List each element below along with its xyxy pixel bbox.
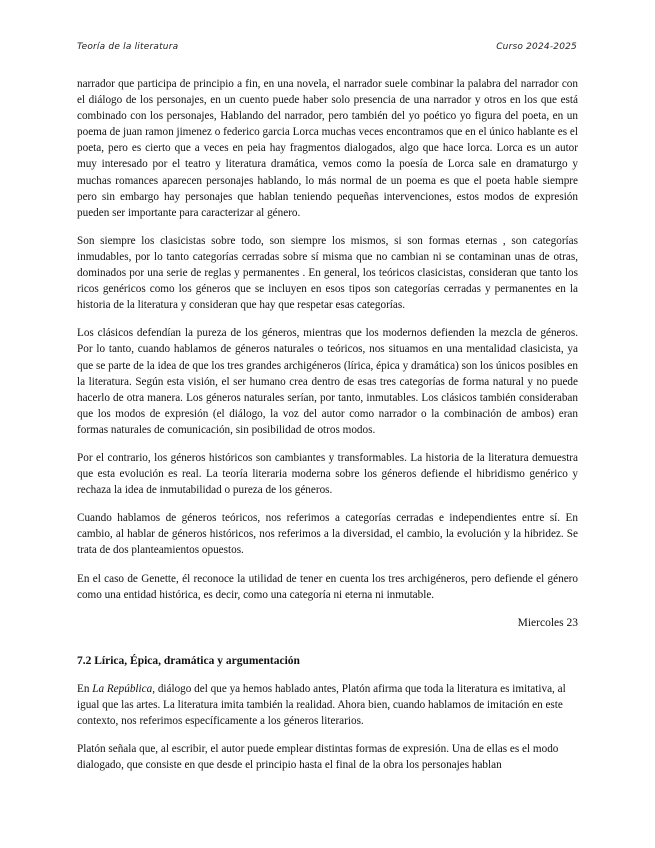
header-course-year: Curso 2024-2025 — [496, 42, 577, 52]
header-course-title: Teoría de la literatura — [77, 42, 179, 52]
paragraph-7 — [77, 681, 578, 729]
date-line: Miercoles 23 — [517, 616, 578, 629]
paragraph-8: Platón señala que, al escribir, el autor puede emplear distintas formas de expresión. Una de ellas es el modo dialogado, que consiste en que desde el principio hasta el final de la obra los personajes hablan — [77, 743, 559, 772]
work-title: La República — [92, 682, 153, 695]
paragraph-3: Los clásicos defendían la pureza de los géneros, mientras que los modernos defienden la mezcla de géneros. Por lo tanto, cuando hablamos de géneros naturales o teóricos, nos situamos en una mentalidad clasicista, ya que se parte de la idea de que los tres grandes archigéneros (lírica, épica y dramática) son los únicos posibles en la literatura. Según esta visión, el ser humano crea dentro de esas tres categorías de forma natural y no puede hacerlo de otra manera. Los géneros naturales serían, por tanto, inmutables. Los clásicos también consideraban que los modos de expresión (el diálogo, la voz del autor como narrador o la combinación de ambos) eran formas naturales de comunicación, sin posibilidad de otros modos. — [77, 327, 578, 436]
section-heading: 7.2 Lírica, Épica, dramática y argumentación — [77, 654, 300, 667]
paragraph-2: Son siempre los clasicistas sobre todo, son siempre los mismos, si son formas eternas , son categorías inmudables, por lo tanto categorías cerradas sobre sí misma que no cambian ni se contaminan unas de otras, dominados por una serie de reglas y permanentes . En general, los teóricos clasicistas, consideran que tanto los ricos genéricos como los géneros que se incluyen en esos tipos son categorías cerradas y permanentes en la historia de la literatura y consideran que hay que respetar esas categorías. — [77, 234, 578, 312]
paragraph-5: Cuando hablamos de géneros teóricos, nos referimos a categorías cerradas e independientes entre sí. En cambio, al hablar de géneros históricos, nos referimos a la diversidad, el cambio, la evolución y la hibridez. Se trata de dos planteamientos opuestos. — [77, 512, 578, 557]
paragraph-7-text: , diálogo del que ya hemos hablado antes, Platón afirma que toda la literatura es imitativa, al igual que las artes. La literatura imita también la realidad. Ahora bien, cuando hablamos de imitación en este contexto, nos referimos específicamente a los géneros literarios. — [77, 682, 566, 728]
paragraph-6: En el caso de Genette, él reconoce la utilidad de tener en cuenta los tres archigéneros, pero defiende el género como una entidad histórica, es decir, como una categoría ni eterna ni inmutable. — [77, 572, 578, 601]
paragraph-4: Por el contrario, los géneros históricos son cambiantes y transformables. La historia de la literatura demuestra que esta evolución es real. La teoría literaria moderna sobre los géneros defiende el hibridismo genérico y rechaza la idea de inmutabilidad o pureza de los géneros. — [77, 451, 578, 497]
paragraph-1: narrador que participa de principio a fin, en una novela, el narrador suele combinar la palabra del narrador con el diálogo de los personajes, en un cuento puede haber solo presencia de una narrador y otros en los que está combinado con los personajes, Hablando del narrador, pero también del yo poético yo figura del poeta, en un poema de juan ramon jimenez o federico garcia Lorca muchas veces encontramos que en el único hablante es el poeta, pero es cierto que a veces en peia hay fragmentos dialogados, algo que hace lorca. Lorca es un autor muy interesado por el teatro y literatura dramática, vemos como la poesía de Lorca sale en dramaturgo y muchas romances aparecen personajes hablando, lo más normal de un poema es que el poeta hable siempre pero sin embargo hay personajes que hablan teniendo pequeñas intervenciones, estos modos de expresión pueden ser importante para caracterizar al género. — [77, 78, 578, 219]
document-body — [77, 76, 578, 785]
paragraph-7-prefix: En — [77, 682, 93, 695]
